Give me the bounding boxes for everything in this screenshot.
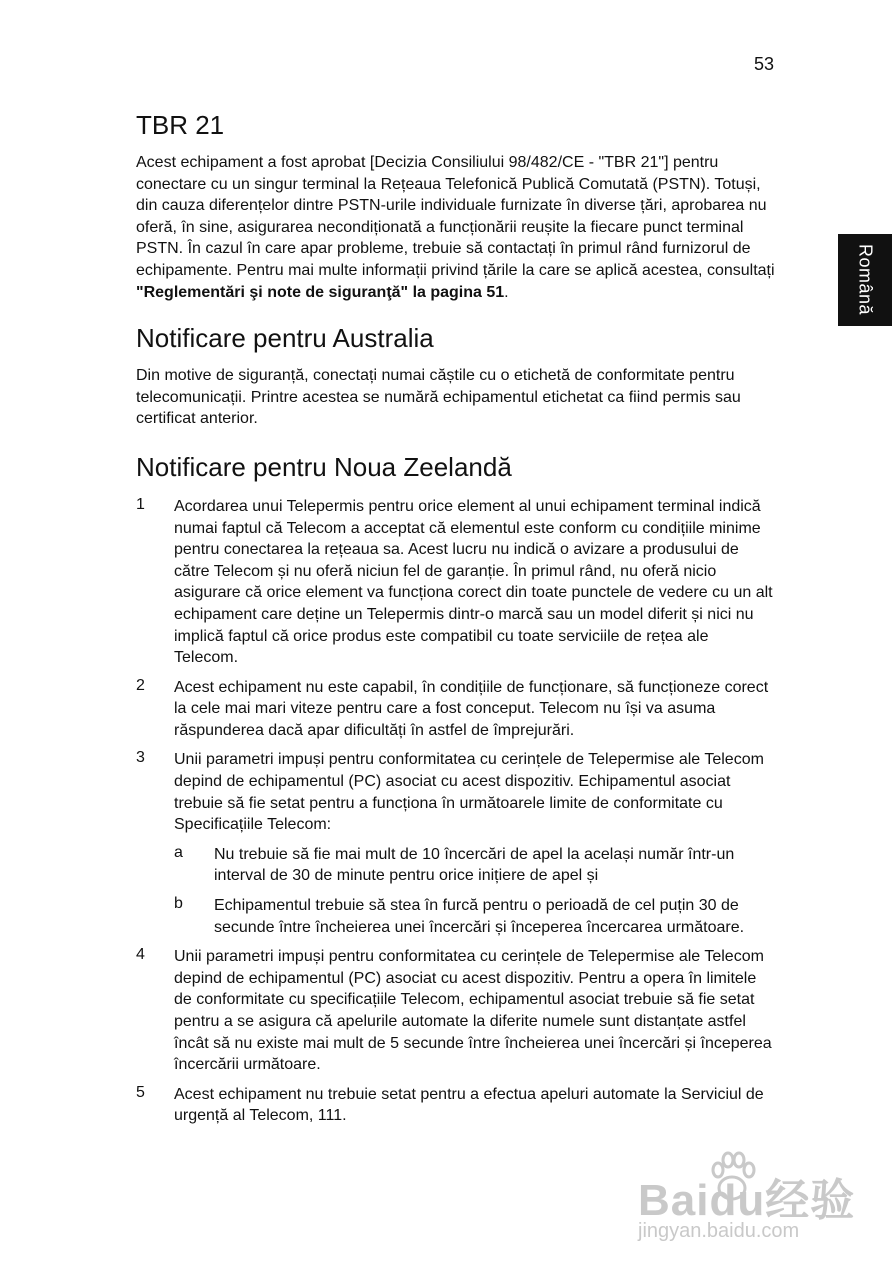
watermark-logo: Baidu经验 <box>638 1176 856 1225</box>
sub-list <box>174 844 776 938</box>
list-item <box>136 1084 776 1127</box>
language-tab <box>838 234 892 326</box>
list-item-number: 2 <box>136 676 145 694</box>
list-item-text: Acest echipament nu este capabil, în condițiile de funcționare, să funcționeze corect la cele mai mari viteze pentru care a fost conceput. Telecom nu își va asuma răspunderea dacă apar dificultăți în astfel de împrejurări. <box>174 678 769 739</box>
baidu-watermark <box>632 1150 872 1250</box>
page-content <box>136 108 776 1135</box>
list-item-number: 1 <box>136 495 145 513</box>
language-tab-label: Română <box>855 244 876 316</box>
list-item-text: Unii parametri impuși pentru conformitatea cu cerințele de Telepermise ale Telecom depind de echipamentul (PC) asociat cu acest dispozitiv. Pentru a opera în limitele de conformitate cu specificațiile Telecom, echipamentul asociat trebuie să fie setat pentru a se asigura că apelurile automate la diferite numele sunt distanțate astfel încât să nu existe mai mult de 5 secunde între încheierea unei încercări și începerea încercării următoare. <box>174 948 772 1074</box>
sub-list-item-text: Nu trebuie să fie mai mult de 10 încercări de apel la același număr într-un interval de 30 de minute pentru orice inițiere de apel și <box>214 845 735 885</box>
list-item <box>136 677 776 742</box>
list-item <box>136 496 776 669</box>
list-item <box>136 749 776 938</box>
list-item-text: Acordarea unui Telepermis pentru orice element al unui echipament terminal indică numai faptul că Telecom a acceptat că elementul este conform cu condițiile minime pentru conectarea la rețeaua sa. Acest lucru nu indică o avizare a produsului de către Telecom și nu oferă niciun fel de garanție. În primul rând, nu oferă nicio asigurare că orice element va funcționa corect din toate punctele de vedere cu un alt echipament care deține un Telepermis dintr-o marcă sau un model diferit și nici nu implică faptul că orice produs este compatibil cu toate serviciile de rețea ale Telecom. <box>174 497 773 667</box>
list-item-number: 3 <box>136 749 145 767</box>
page-number: 53 <box>754 54 775 74</box>
section-title-new-zealand: Notificare pentru Noua Zeelandă <box>136 451 512 482</box>
tbr21-text: Acest echipament a fost aprobat [Decizia Consiliului 98/482/CE - "TBR 21"] pentru conectare cu un singur terminal la Rețeaua Telefonică Publică Comutată (PSTN). Totuși, din cauza diferențelor dintre PSTN-urile individuale furnizate în diverse țări, aprobarea nu oferă, în sine, asigurarea necondiționată a funcționării reușite la fiecare punct terminal PSTN. În cazul în care apar probleme, trebuie să contactați în primul rând furnizorul de echipamente. Pentru mai multe informații privind țările la care se aplică acestea, consultați <box>136 154 775 279</box>
sub-list-item-letter: b <box>174 895 183 913</box>
list-item <box>136 946 776 1076</box>
tbr21-text-end: . <box>504 283 509 301</box>
section-body-tbr21 <box>136 152 776 303</box>
sub-list-item <box>174 895 776 938</box>
numbered-list <box>136 496 776 1127</box>
sub-list-item-text: Echipamentul trebuie să stea în furcă pentru o perioadă de cel puțin 30 de secunde între încheierea unei încercări și începerea încercarea următoare. <box>214 897 745 936</box>
watermark-url: jingyan.baidu.com <box>638 1220 800 1242</box>
section-title-australia: Notificare pentru Australia <box>136 323 434 354</box>
section-title-tbr21: TBR 21 <box>136 110 225 140</box>
list-item-text: Unii parametri impuși pentru conformitatea cu cerințele de Telepermise ale Telecom depind de echipamentul (PC) asociat cu acest dispozitiv. Echipamentul asociat trebuie să fie setat pentru a funcționa în următoarele limite de conformitate cu Specificațiile Telecom: <box>174 751 764 834</box>
list-item-number: 5 <box>136 1083 145 1101</box>
section-body-australia: Din motive de siguranță, conectați numai căștile cu o etichetă de conformitate pentru telecomunicații. Printre acestea se numără echipamentul etichetat ca fiind permis sau certificat anterior. <box>136 367 741 428</box>
sub-list-item-letter: a <box>174 843 183 861</box>
list-item-text: Acest echipament nu trebuie setat pentru a efectua apeluri automate la Serviciul de urgență al Telecom, 111. <box>174 1085 764 1125</box>
cross-reference-link[interactable]: "Reglementări şi note de siguranţă" la pagina 51 <box>136 283 505 301</box>
sub-list-item <box>174 844 776 887</box>
list-item-number: 4 <box>136 946 145 964</box>
